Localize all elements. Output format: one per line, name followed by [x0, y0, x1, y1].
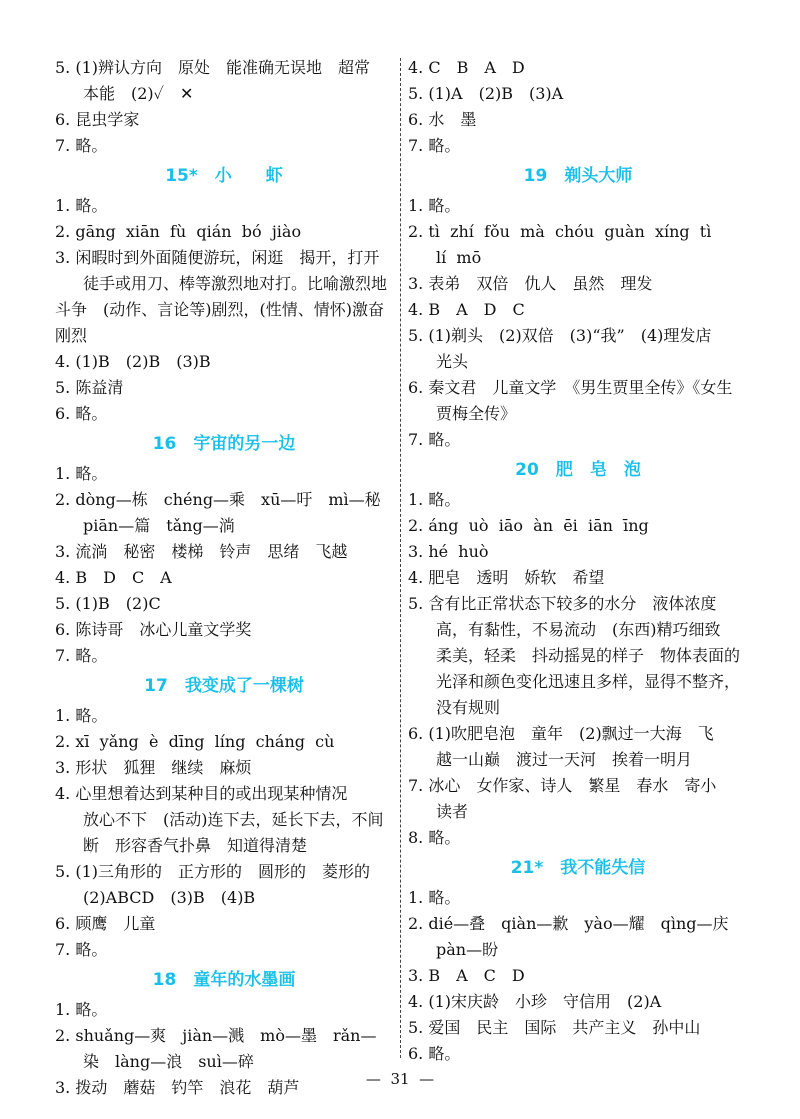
- page-number: — 31 —: [365, 1070, 435, 1088]
- answer-line: 7. 略。: [408, 136, 461, 155]
- answer-line: 7. 冰心 女作家、诗人 繁星 春水 寄小: [408, 776, 717, 795]
- answer-line: 5. (1)剃头 (2)双倍 (3)“我” (4)理发店: [408, 326, 712, 345]
- answer-line: 6. 顾鹰 儿童: [55, 914, 156, 933]
- answer-line: 4. 心里想着达到某种目的或出现某种情况: [55, 784, 348, 803]
- answer-continuation: 越一山巅 渡过一天河 挨着一明月: [436, 750, 693, 769]
- answer-line: 5. 爱国 民主 国际 共产主义 孙中山: [408, 1018, 701, 1037]
- section-heading: 16 宇宙的另一边: [152, 434, 296, 454]
- answer-line: 3. 拨动 蘑菇 钓竿 浪花 葫芦: [55, 1078, 300, 1097]
- answer-line: 3. hé huò: [408, 542, 489, 561]
- answer-line: 4. (1)B (2)B (3)B: [55, 352, 211, 371]
- answer-line: 6. 略。: [408, 1044, 461, 1063]
- answer-line: 斗争 (动作、言论等)剧烈，(性情、情怀)激奋: [55, 300, 384, 319]
- answer-line: 3. 表弟 双倍 仇人 虽然 理发: [408, 274, 653, 293]
- answer-line: 7. 略。: [55, 136, 108, 155]
- answer-line: 4. 肥皂 透明 娇软 希望: [408, 568, 605, 587]
- answer-line: 5. (1)三角形的 正方形的 圆形的 菱形的: [55, 862, 371, 881]
- section-heading: 19 剃头大师: [523, 166, 633, 186]
- answer-line: 4. B D C A: [55, 568, 172, 587]
- column-divider: [400, 58, 401, 1058]
- answer-continuation: 光头: [436, 352, 469, 371]
- answer-line: 7. 略。: [55, 646, 108, 665]
- answer-continuation: 贾梅全传》: [436, 404, 517, 423]
- section-heading: 20 肥 皂 泡: [515, 460, 641, 480]
- answer-continuation: piān—篇 tǎng—淌: [83, 516, 235, 535]
- answer-line: 1. 略。: [55, 196, 108, 215]
- answer-line: 5. 陈益清: [55, 378, 124, 397]
- answer-line: 1. 略。: [408, 888, 461, 907]
- answer-line: 2. shuǎng—爽 jiàn—溅 mò—墨 rǎn—: [55, 1026, 377, 1045]
- answer-continuation: lí mō: [436, 248, 482, 267]
- answer-line: 3. B A C D: [408, 966, 525, 985]
- answer-line: 2. tì zhí fǒu mà chóu guàn xíng tì: [408, 222, 712, 241]
- answer-line: 6. 略。: [55, 404, 108, 423]
- answer-line: 5. (1)A (2)B (3)A: [408, 84, 564, 103]
- answer-continuation: pàn—盼: [436, 940, 499, 959]
- answer-line: 3. 流淌 秘密 楼梯 铃声 思绪 飞越: [55, 542, 348, 561]
- left-column: [55, 55, 393, 1101]
- answer-line: 6. (1)吹肥皂泡 童年 (2)飘过一大海 飞: [408, 724, 714, 743]
- answer-line: 7. 略。: [408, 430, 461, 449]
- answer-continuation: 没有规则: [436, 698, 501, 717]
- answer-continuation: 徒手或用刀、棒等激烈地对打。比喻激烈地: [83, 274, 388, 293]
- answer-continuation: 光泽和颜色变化迅速且多样，显得不整齐，: [436, 672, 741, 691]
- section-heading: 17 我变成了一棵树: [144, 676, 304, 696]
- answer-line: 7. 略。: [55, 940, 108, 959]
- answer-continuation: 高，有黏性，不易流动 (东西)精巧细致: [436, 620, 721, 639]
- section-heading: 18 童年的水墨画: [152, 970, 296, 990]
- answer-line: 1. 略。: [408, 196, 461, 215]
- answer-line: 3. 闲暇时到外面随便游玩，闲逛 揭开，打开: [55, 248, 380, 267]
- answer-line: 5. (1)辨认方向 原处 能准确无误地 超常: [55, 58, 371, 77]
- answer-line: 6. 陈诗哥 冰心儿童文学奖: [55, 620, 252, 639]
- answer-continuation: (2)ABCD (3)B (4)B: [83, 888, 256, 907]
- answer-continuation: 读者: [436, 802, 469, 821]
- answer-line: 6. 秦文君 儿童文学 《男生贾里全传》《女生: [408, 378, 733, 397]
- answer-continuation: 柔美，轻柔 抖动摇晃的样子 物体表面的: [436, 646, 741, 665]
- answer-line: 4. B A D C: [408, 300, 525, 319]
- answer-line: 1. 略。: [408, 490, 461, 509]
- section-heading: 15* 小 虾: [165, 166, 283, 186]
- answer-line: 8. 略。: [408, 828, 461, 847]
- answer-line: 4. C B A D: [408, 58, 525, 77]
- answer-line: 2. áng uò iāo àn ēi iān īng: [408, 516, 649, 535]
- answer-line: 2. dòng—栋 chéng—乘 xū—吁 mì—秘: [55, 490, 381, 509]
- answer-line: 2. dié—叠 qiàn—歉 yào—耀 qìng—庆: [408, 914, 729, 933]
- answer-continuation: 本能 (2)✓ ✕: [83, 84, 194, 103]
- answer-line: 4. (1)宋庆龄 小珍 守信用 (2)A: [408, 992, 662, 1011]
- answer-line: 2. xī yǎng è dīng líng cháng cù: [55, 732, 335, 751]
- answer-line: 1. 略。: [55, 464, 108, 483]
- answer-continuation: 染 làng—浪 suì—碎: [83, 1052, 254, 1071]
- answer-line: 1. 略。: [55, 1000, 108, 1019]
- answer-line: 5. 含有比正常状态下较多的水分 液体浓度: [408, 594, 717, 613]
- answer-continuation: 放心不下 (活动)连下去，延长下去，不间: [83, 810, 384, 829]
- answer-line: 6. 水 墨: [408, 110, 477, 129]
- answer-line: 3. 形状 狐狸 继续 麻烦: [55, 758, 252, 777]
- answer-line: 2. gāng xiān fù qián bó jiào: [55, 222, 302, 241]
- right-column: [408, 55, 748, 1067]
- answer-line: 6. 昆虫学家: [55, 110, 140, 129]
- answer-continuation: 断 形容香气扑鼻 知道得清楚: [83, 836, 308, 855]
- answer-line: 5. (1)B (2)C: [55, 594, 161, 613]
- answer-line: 刚烈: [55, 326, 88, 345]
- answer-line: 1. 略。: [55, 706, 108, 725]
- section-heading: 21* 我不能失信: [510, 858, 646, 878]
